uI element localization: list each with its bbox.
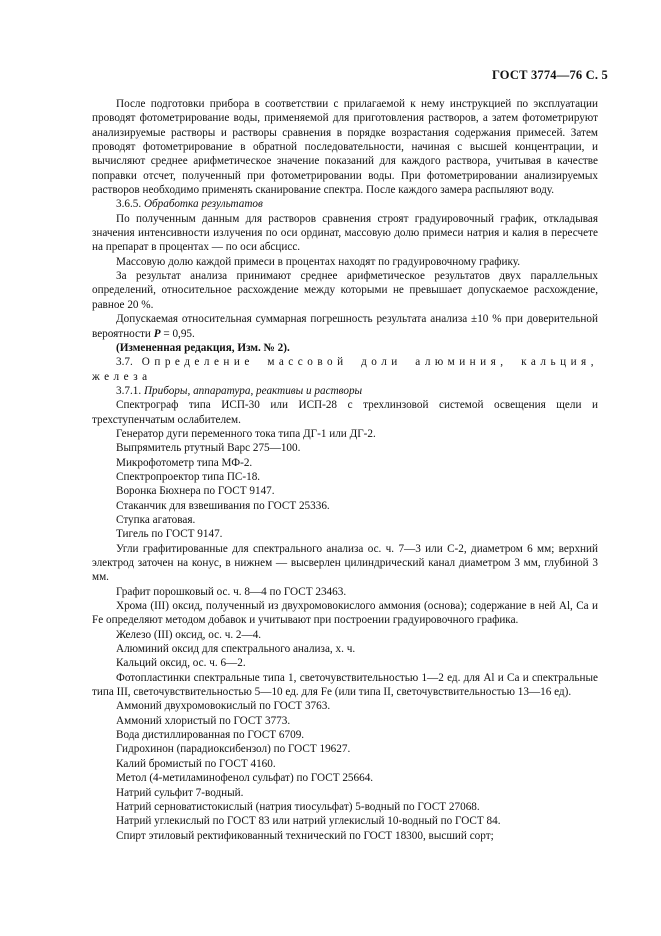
section-number: 3.6.5. (116, 198, 142, 211)
page-header: ГОСТ 3774—76 С. 5 (491, 68, 608, 82)
section-number: 3.7.1. (116, 384, 142, 397)
section-title: Приборы, аппаратура, реактивы и растворы (143, 384, 363, 397)
list-item: Калий бромистый по ГОСТ 4160. (116, 757, 276, 770)
paragraph-result: За результат анализа принимают среднее арифметическое результатов двух параллельных определений, относительное расхождение между которыми не превышает допускаемое расхождение, равное 20 %. (92, 270, 598, 311)
list-item: Ступка агатовая. (116, 513, 196, 526)
section-heading-3-6-5 (92, 197, 598, 211)
section-title: Определение массовой доли алюминия, кальция, железа (92, 356, 598, 383)
list-item: Хрома (III) оксид, полученный из двухромовокислого аммония (основа); содержание в ней Al, Ca и Fe определяют методом добавок и учитывают при построении градуировочного графика. (92, 600, 598, 627)
list-item: Вода дистиллированная по ГОСТ 6709. (116, 729, 305, 742)
equipment-list (92, 398, 598, 843)
list-item: Воронка Бюхнера по ГОСТ 9147. (116, 485, 275, 498)
list-item: Натрий сульфит 7-водный. (116, 786, 244, 799)
list-item: Гидрохинон (парадиоксибензол) по ГОСТ 19627. (116, 743, 351, 756)
list-item: Алюминий оксид для спектрального анализа, х. ч. (116, 643, 356, 656)
paragraph-mass-fraction: Массовую долю каждой примеси в процентах находят по градуировочному графику. (116, 255, 521, 268)
list-item: Кальций оксид, ос. ч. 6—2. (116, 657, 246, 670)
list-item: Микрофотометр типа МФ-2. (116, 456, 253, 469)
list-item: Спектропроектор типа ПС-18. (116, 470, 261, 483)
document-body (92, 97, 598, 843)
paragraph-error: Допускаемая относительная суммарная погрешность результата анализа ±10 % при доверительной вероятности P = 0,95. (92, 313, 598, 340)
section-heading-3-7-1 (92, 384, 598, 398)
list-item: Спирт этиловый ректификованный технический по ГОСТ 18300, высший сорт; (116, 829, 494, 842)
section-number: 3.7. (116, 356, 133, 369)
section-heading-3-7 (92, 355, 598, 384)
list-item: Угли графитированные для спектрального анализа ос. ч. 7—3 или С-2, диаметром 6 мм; верхний электрод заточен на конус, в нижнем — высверлен цилиндрический канал диаметром 3 мм, глубиной 3 мм. (92, 542, 598, 584)
list-item: Натрий углекислый по ГОСТ 83 или натрий углекислый 10-водный по ГОСТ 84. (116, 815, 501, 828)
paragraph-photometry: После подготовки прибора в соответствии с прилагаемой к нему инструкцией по эксплуатации проводят фотометрирование воды, применяемой для приготовления растворов, а затем фотометрируют анализируемые растворы и растворы сравнения в порядке возрастания содержания примесей. Затем проводят фотометрирование в обратной последовательности, начиная с высшей концентрации, и вычисляют среднее арифметическое значение показаний для каждого раствора, учитывая в качестве поправки отсчет, полученный при фотометрировании воды. При фотометрировании анализируемых растворов необходимо применять сканирование спектра. После каждого замера распыляют воду. (92, 98, 598, 197)
probability-variable: P (153, 327, 161, 340)
amendment-note: (Измененная редакция, Изм. № 2). (116, 341, 290, 354)
list-item: Стаканчик для взвешивания по ГОСТ 25336. (116, 499, 330, 512)
list-item: Аммоний хлористый по ГОСТ 3773. (116, 714, 291, 727)
list-item: Аммоний двухромовокислый по ГОСТ 3763. (116, 700, 331, 713)
list-item: Фотопластинки спектральные типа 1, светочувствительностью 1—2 ед. для Al и Ca и спектральные типа III, светочувствительностью 5—10 ед. для Fe (или типа II, светочувствительностью 13—16 ед). (92, 671, 598, 699)
list-item: Железо (III) оксид, ос. ч. 2—4. (116, 628, 262, 641)
list-item: Спектрограф типа ИСП-30 или ИСП-28 с трехлинзовой системой освещения щели и трехступенчатым ослабителем. (92, 399, 598, 426)
list-item: Выпрямитель ртутный Варс 275—100. (116, 442, 301, 455)
list-item: Натрий серноватистокислый (натрия тиосульфат) 5-водный по ГОСТ 27068. (116, 800, 480, 813)
list-item: Тигель по ГОСТ 9147. (116, 528, 223, 541)
paragraph-graph: По полученным данным для растворов сравнения строят градуировочный график, откладывая значения интенсивности излучения по оси ординат, массовую долю примеси натрия и калия в пересчете на препарат в процентах — по оси абсцисс. (92, 212, 598, 254)
list-item: Метол (4-метиламинофенол сульфат) по ГОСТ 25664. (116, 772, 374, 785)
section-title: Обработка результатов (143, 198, 263, 211)
list-item: Генератор дуги переменного тока типа ДГ-1 или ДГ-2. (116, 427, 376, 440)
list-item: Графит порошковый ос. ч. 8—4 по ГОСТ 23463. (116, 585, 347, 598)
